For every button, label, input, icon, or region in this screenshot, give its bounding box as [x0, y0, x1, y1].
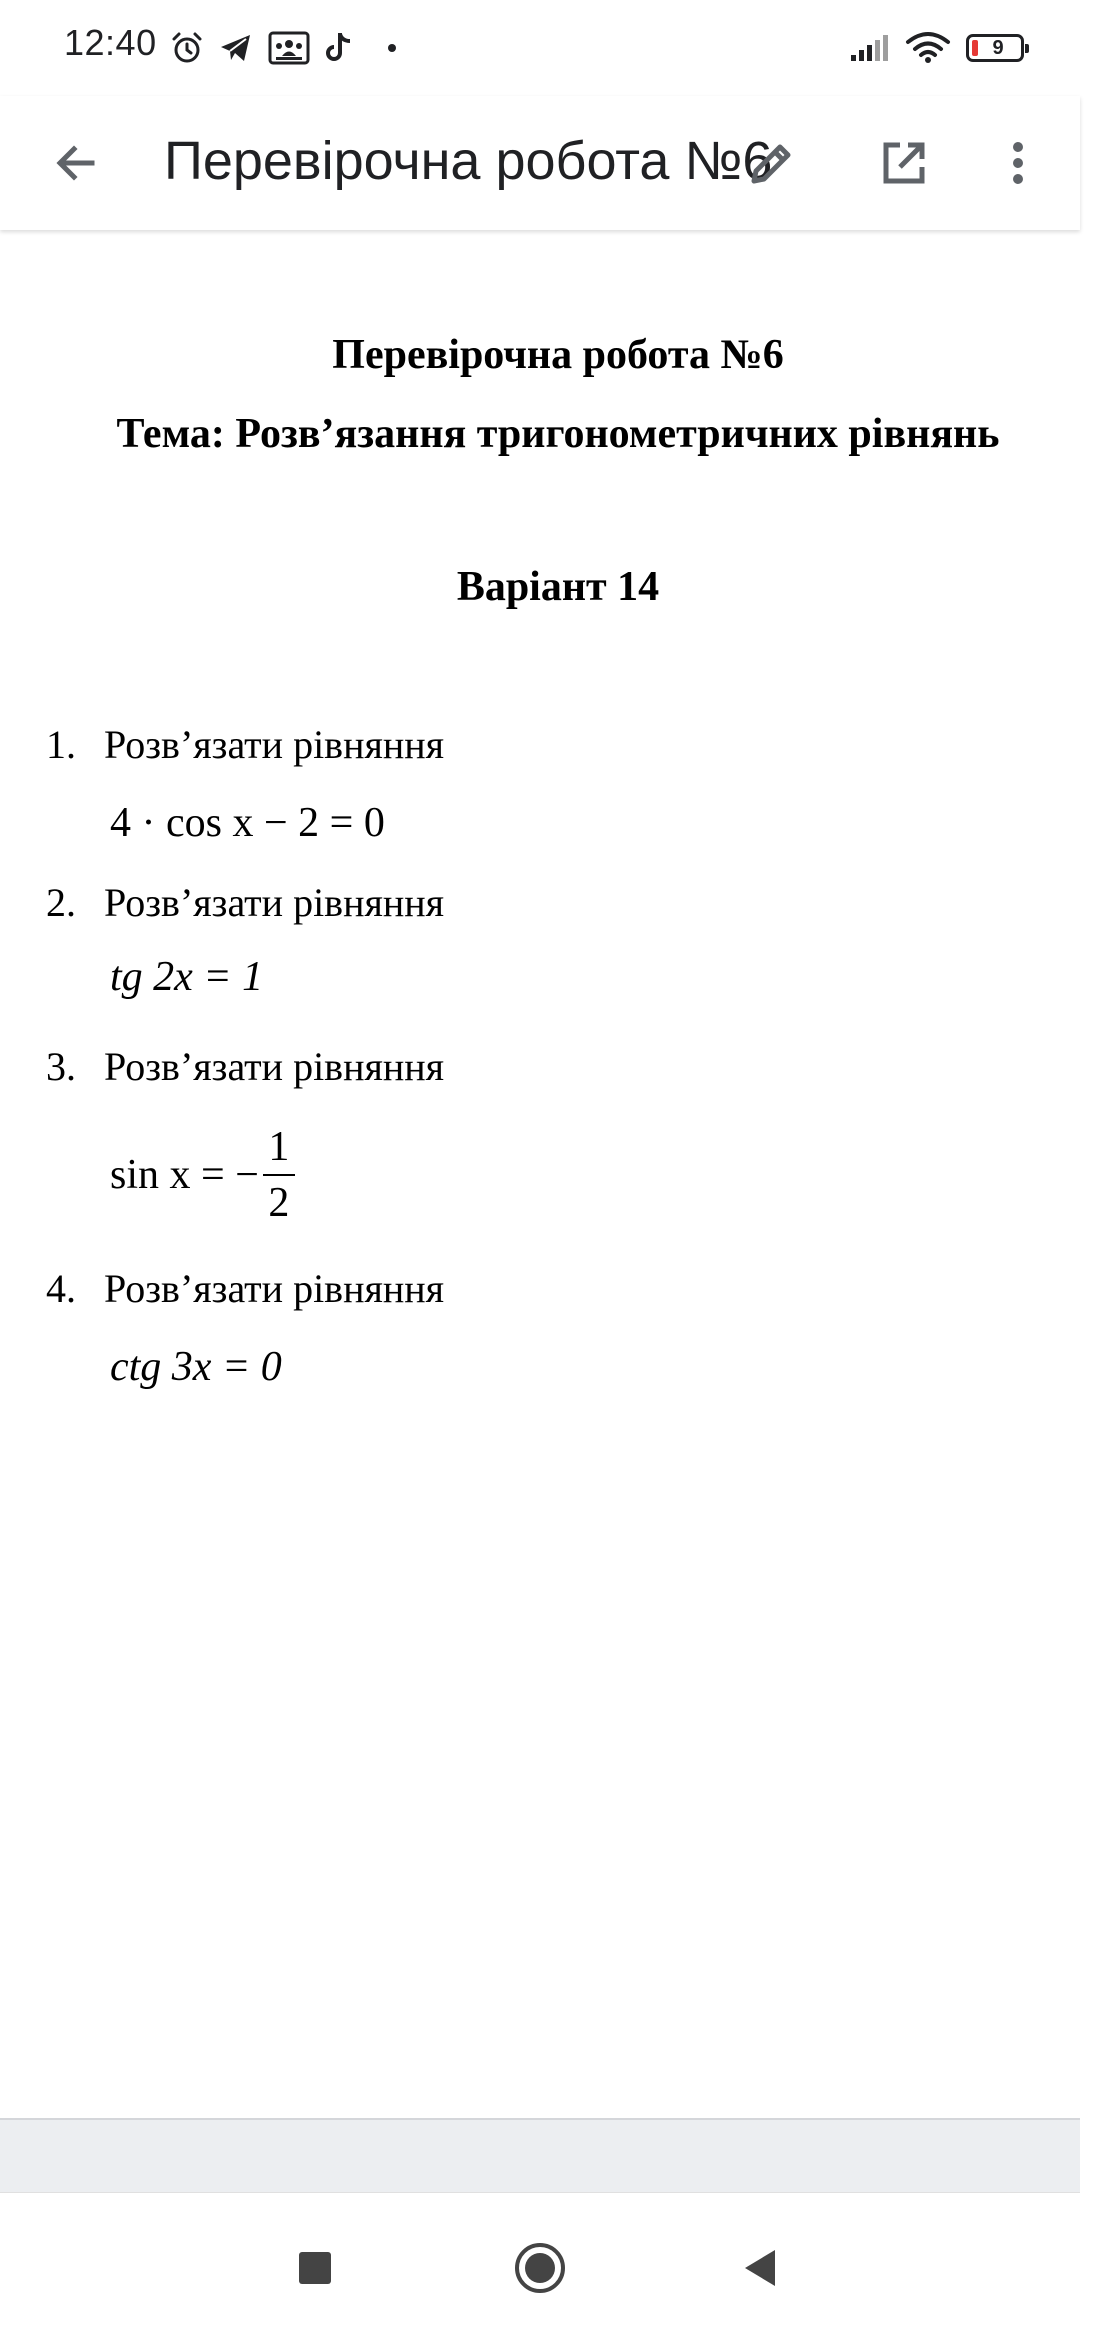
classroom-icon: [268, 31, 310, 65]
task-4-equation: ctg 3x = 0: [110, 1344, 282, 1390]
app-bar: [0, 96, 1080, 230]
task-3-label: Розв’язати рівняння: [104, 1044, 445, 1089]
edit-button[interactable]: [730, 121, 814, 205]
task-3-equation-lhs: sin x = −: [110, 1152, 259, 1198]
task-1-label: Розв’язати рівняння: [104, 722, 445, 767]
task-3-number: 3.: [46, 1044, 76, 1089]
task-2-label: Розв’язати рівняння: [104, 880, 445, 925]
task-1-equation: 4 · cos x − 2 = 0: [110, 800, 385, 846]
navigation-bar: [0, 2192, 1080, 2341]
task-2-equation: tg 2x = 1: [110, 954, 264, 1000]
tiktok-icon: [324, 31, 354, 65]
open-external-button[interactable]: [862, 121, 946, 205]
telegram-icon: [218, 31, 254, 65]
status-time: 12:40: [64, 22, 157, 63]
document-variant: Варіант 14: [456, 564, 660, 610]
task-4-number: 4.: [46, 1266, 76, 1311]
task-3-equation: [110, 1120, 295, 1230]
task-3-fraction: [263, 1124, 295, 1226]
back-nav-button[interactable]: [725, 2233, 795, 2303]
recent-apps-icon: [297, 2250, 333, 2286]
battery-icon: [966, 34, 1024, 62]
battery-fill: [972, 40, 978, 56]
back-icon: [741, 2247, 779, 2289]
signal-icon: [850, 33, 890, 63]
status-bar: [0, 0, 1080, 96]
edit-pencil-icon: [746, 137, 798, 189]
document-title: Перевірочна робота №6: [332, 332, 784, 378]
more-vert-icon: [1008, 137, 1028, 189]
task-3-denominator: 2: [268, 1180, 290, 1226]
open-external-icon: [878, 137, 930, 189]
system-icons: [850, 28, 1024, 68]
battery-level: 9: [992, 37, 1004, 59]
notification-icons: [170, 28, 396, 68]
more-options-button[interactable]: [976, 121, 1060, 205]
app-title: Перевірочна робота №6: [164, 131, 773, 191]
task-1-number: 1.: [46, 722, 76, 767]
alarm-icon: [170, 31, 204, 65]
task-4-label: Розв’язати рівняння: [104, 1266, 445, 1311]
more-notifications-dot: [388, 44, 396, 52]
home-icon: [513, 2241, 567, 2295]
back-button[interactable]: [34, 121, 118, 205]
home-button[interactable]: [505, 2233, 575, 2303]
wifi-icon: [906, 32, 950, 64]
back-arrow-icon: [52, 139, 100, 187]
document-page[interactable]: [0, 230, 1080, 2118]
recent-apps-button[interactable]: [280, 2233, 350, 2303]
task-2-number: 2.: [46, 880, 76, 925]
document-subtitle: Тема: Розв’язання тригонометричних рівнянь: [116, 411, 1000, 457]
fraction-bar: [263, 1174, 295, 1176]
task-3-numerator: 1: [268, 1124, 290, 1170]
page-footer-band: [0, 2118, 1080, 2192]
